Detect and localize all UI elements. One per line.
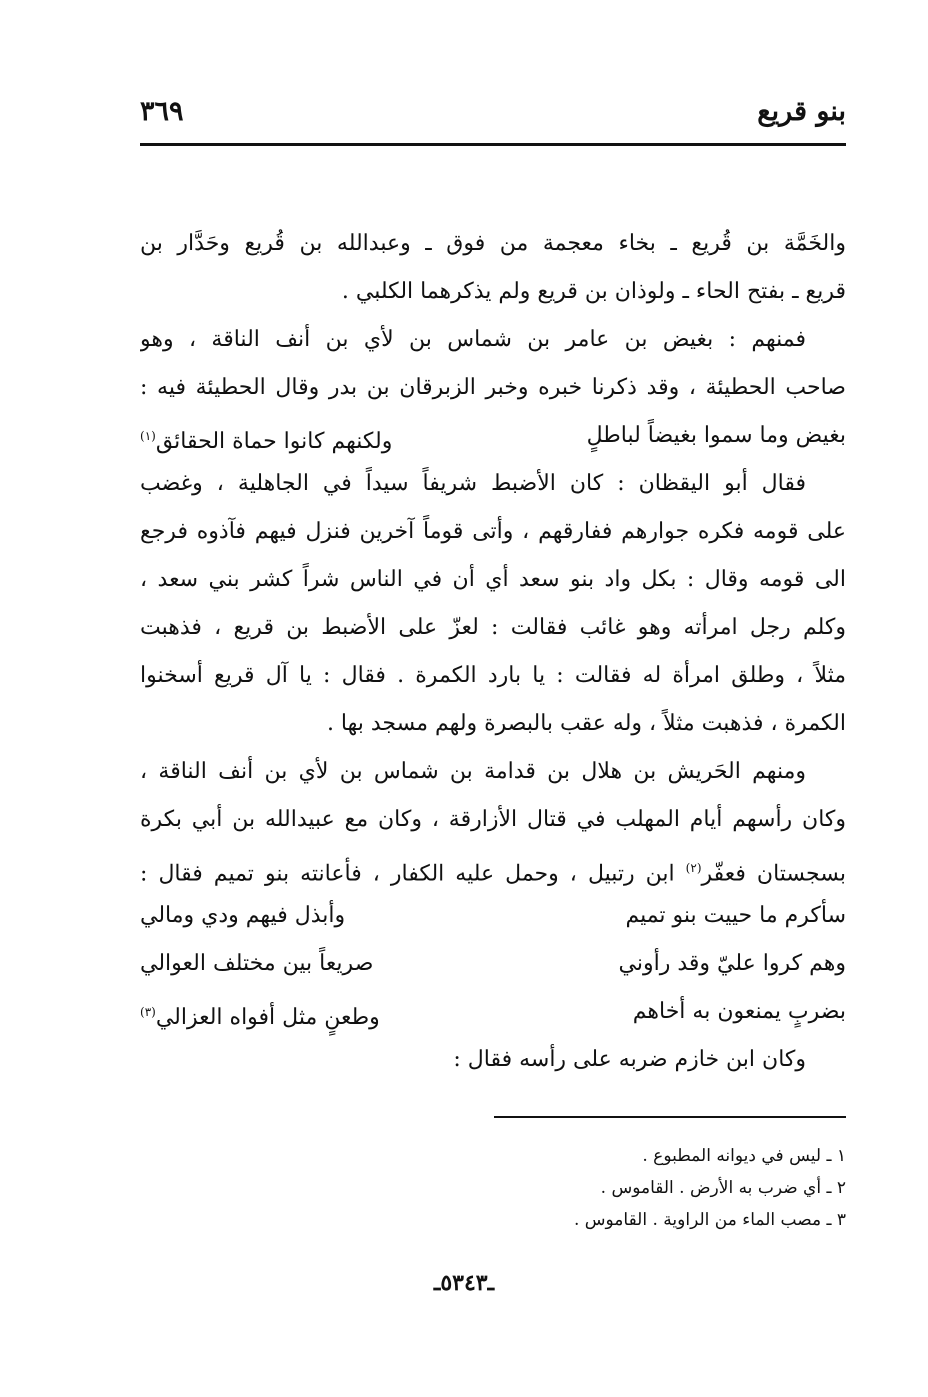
line-segment: بسجستان فعفّر <box>701 861 846 887</box>
text-line: على قومه فكره جوارهم ففارقهم ، وأتى قوماً آخرين فنزل فيهم فآذوه فرجع <box>140 519 846 544</box>
verse-second-hemistich <box>140 988 380 1036</box>
verse-second-hemistich: صريعاً بين مختلف العوالي <box>140 951 374 976</box>
line-segment: ابن رتبيل ، وحمل عليه الكفار ، فأعانته بنو تميم فقال : <box>140 861 686 887</box>
footnote: ٢ ـ أي ضرب به الأرض . القاموس . <box>600 1178 846 1198</box>
page-header <box>140 96 846 136</box>
verse-first-hemistich: بضربٍ يمنعون به أخاهم <box>632 999 846 1024</box>
main-text <box>140 220 846 1084</box>
verse-line <box>140 988 846 1036</box>
verse-line <box>140 892 846 940</box>
header-rule <box>140 143 846 146</box>
verse-second-hemistich <box>140 412 392 460</box>
footnotes <box>140 1140 846 1236</box>
text-line: قريع ـ بفتح الحاء ـ ولوذان بن قريع ولم يذكرهما الكلبي . <box>341 279 846 304</box>
text-line: والخَمَّة بن قُريع ـ بخاء معجمة من فوق ـ وعبدالله بن قُريع وحَدَّار بن <box>140 231 846 256</box>
verse-first-hemistich: وهم كروا عليّ وقد رأوني <box>618 951 846 976</box>
text-line: الكمرة ، فذهبت مثلاً ، وله عقب بالبصرة ولهم مسجد بها . <box>326 711 846 736</box>
text-line: وكلم رجل امرأته وهو غائب فقالت : لعزّ على الأضبط بن قريع ، فذهبت <box>140 615 846 640</box>
text-line: وكان رأسهم أيام المهلب في قتال الأزارقة ، وكان مع عبيدالله بن أبي بكرة <box>140 807 846 832</box>
text-line: صاحب الحطيئة ، وقد ذكرنا خبره وخبر الزبرقان بن بدر وقال الحطيئة فيه : <box>140 375 846 400</box>
text-line: فمنهم : بغيض بن عامر بن شماس بن لأي بن أنف الناقة ، وهو <box>140 327 806 352</box>
page-number: ـ٥٣٤٣ـ <box>433 1270 495 1296</box>
text-line: الى قومه وقال : بكل واد بنو سعد أي أن في الناس شراً كشر بني سعد ، <box>140 567 846 592</box>
footnote: ١ ـ ليس في ديوانه المطبوع . <box>642 1146 846 1166</box>
footnote: ٣ ـ مصب الماء من الراوية . القاموس . <box>573 1210 846 1230</box>
verse-line <box>140 940 846 988</box>
verse-second-text: ولكنهم كانوا حماة الحقائق <box>155 429 393 455</box>
text-line <box>140 844 846 892</box>
verse-first-hemistich: سأكرم ما حييت بنو تميم <box>625 903 846 928</box>
text-line: وكان ابن خازم ضربه على رأسه فقال : <box>453 1047 806 1072</box>
text-line: مثلاً ، وطلق امرأة له فقالت : يا بارد الكمرة . فقال : يا آل قريع أسخنوا <box>140 663 846 688</box>
running-title: بنو قريع <box>757 96 846 127</box>
footnote-marker: (٢) <box>685 861 702 875</box>
footnote-marker: (٣) <box>140 1005 156 1019</box>
verse-second-hemistich: وأبذل فيهم ودي ومالي <box>140 903 346 928</box>
text-line: فقال أبو اليقظان : كان الأضبط شريفاً سيداً في الجاهلية ، وغضب <box>140 471 806 496</box>
footnote-marker: (١) <box>140 429 156 443</box>
verse-line <box>140 412 846 460</box>
verse-first-hemistich: بغيض وما سموا بغيضاً لباطلٍ <box>586 423 846 448</box>
header-page-number: ٣٦٩ <box>140 96 184 127</box>
text-line: ومنهم الحَريش بن هلال بن قدامة بن شماس بن لأي بن أنف الناقة ، <box>140 759 806 784</box>
verse-second-text: وطعنٍ مثل أفواه العزالي <box>155 1005 380 1031</box>
footnote-rule <box>494 1116 846 1118</box>
